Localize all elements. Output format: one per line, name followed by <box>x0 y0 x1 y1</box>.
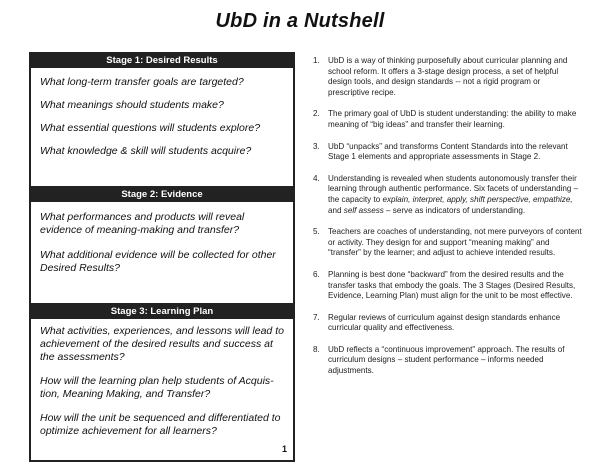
stage-question: How will the learning plan help students of Acquis-tion, Meaning Making, and Transfer? <box>40 375 274 400</box>
stage-1-questions <box>31 68 293 186</box>
stage-question: What performances and products will reveal evidence of meaning-making and transfer? <box>40 211 245 236</box>
facets-emphasis: explain, interpret, apply, shift perspective, empathize, <box>382 194 573 204</box>
page-title: UbD in a Nutshell <box>215 10 385 32</box>
item-number: 5. <box>313 227 320 237</box>
item-text: Understanding is revealed when students autonomously transfer their learning through authentic performance. Six facets of understanding – the capacity to <box>328 173 579 204</box>
list-item <box>313 174 583 216</box>
self-assess-emphasis: self assess <box>343 205 384 215</box>
item-number: 7. <box>313 312 320 322</box>
item-number: 2. <box>313 109 320 119</box>
list-item <box>313 109 583 130</box>
item-text: and <box>328 205 344 215</box>
stage-3-box <box>29 305 295 462</box>
item-number: 1. <box>313 56 320 65</box>
stage-question: What long-term transfer goals are targeted? <box>40 76 244 88</box>
item-text: Regular reviews of curriculum against design standards enhance curricular quality and effectiveness. <box>328 312 561 333</box>
principles-list <box>313 56 583 388</box>
item-text: UbD “unpacks” and transforms Content Standards into the relevant Stage 1 elements and appropriate assessments in Stage 2. <box>328 141 568 162</box>
list-item <box>313 227 583 259</box>
stage-3-questions <box>31 319 293 460</box>
stage-2-questions <box>31 202 293 303</box>
stage-question: How will the unit be sequenced and differentiated to optimize achievement for all learners? <box>40 412 281 437</box>
item-text: Teachers are coaches of understanding, not mere purveyors of content or activity. They design for and support “meaning making” and “transfer” by the learner; and adjust to achieve intended results. <box>328 227 582 258</box>
stage-1-header: Stage 1: Desired Results <box>31 54 293 68</box>
item-text: The primary goal of UbD is student understanding: the ability to make meaning of “big ideas” and transfer their learning. <box>328 109 577 129</box>
list-item <box>313 142 583 163</box>
stage-question: What knowledge & skill will students acquire? <box>40 145 252 157</box>
item-text: Planning is best done “backward” from the desired results and the transfer tasks that embody the goals. The 3 Stages (Desired Results, Evidence, Learning Plan) must align for the unit to be most effective. <box>328 269 576 301</box>
item-text: UbD reflects a “continuous improvement” approach. The results of curriculum designs – student performance – informs needed adjustments. <box>328 344 565 376</box>
item-number: 4. <box>313 173 320 183</box>
item-number: 3. <box>313 141 320 151</box>
stage-3-header: Stage 3: Learning Plan <box>31 305 293 319</box>
item-number: 8. <box>313 344 320 354</box>
stage-2-box <box>29 188 295 305</box>
stage-question: What meanings should students make? <box>40 99 224 111</box>
stage-question: What essential questions will students explore? <box>40 122 261 134</box>
item-text: – serve as indicators of understanding. <box>383 205 526 215</box>
list-item <box>313 56 583 98</box>
list-item <box>313 313 583 334</box>
stage-question: What activities, experiences, and lessons will lead to achievement of the desired results and success at the assessments? <box>40 325 284 363</box>
list-item <box>313 270 583 302</box>
stage-1-box <box>29 52 295 188</box>
page-number: 1 <box>282 444 288 454</box>
list-item <box>313 345 583 377</box>
stages-panel <box>29 52 295 462</box>
stage-question: What additional evidence will be collected for other Desired Results? <box>40 249 276 274</box>
stage-2-header: Stage 2: Evidence <box>31 188 293 202</box>
item-text: UbD is a way of thinking purposefully about curricular planning and school reform. It offers a 3-stage design process, a set of helpful design tools, and design standards -- not a rigid program or prescriptive recipe. <box>328 56 568 97</box>
item-number: 6. <box>313 269 320 279</box>
